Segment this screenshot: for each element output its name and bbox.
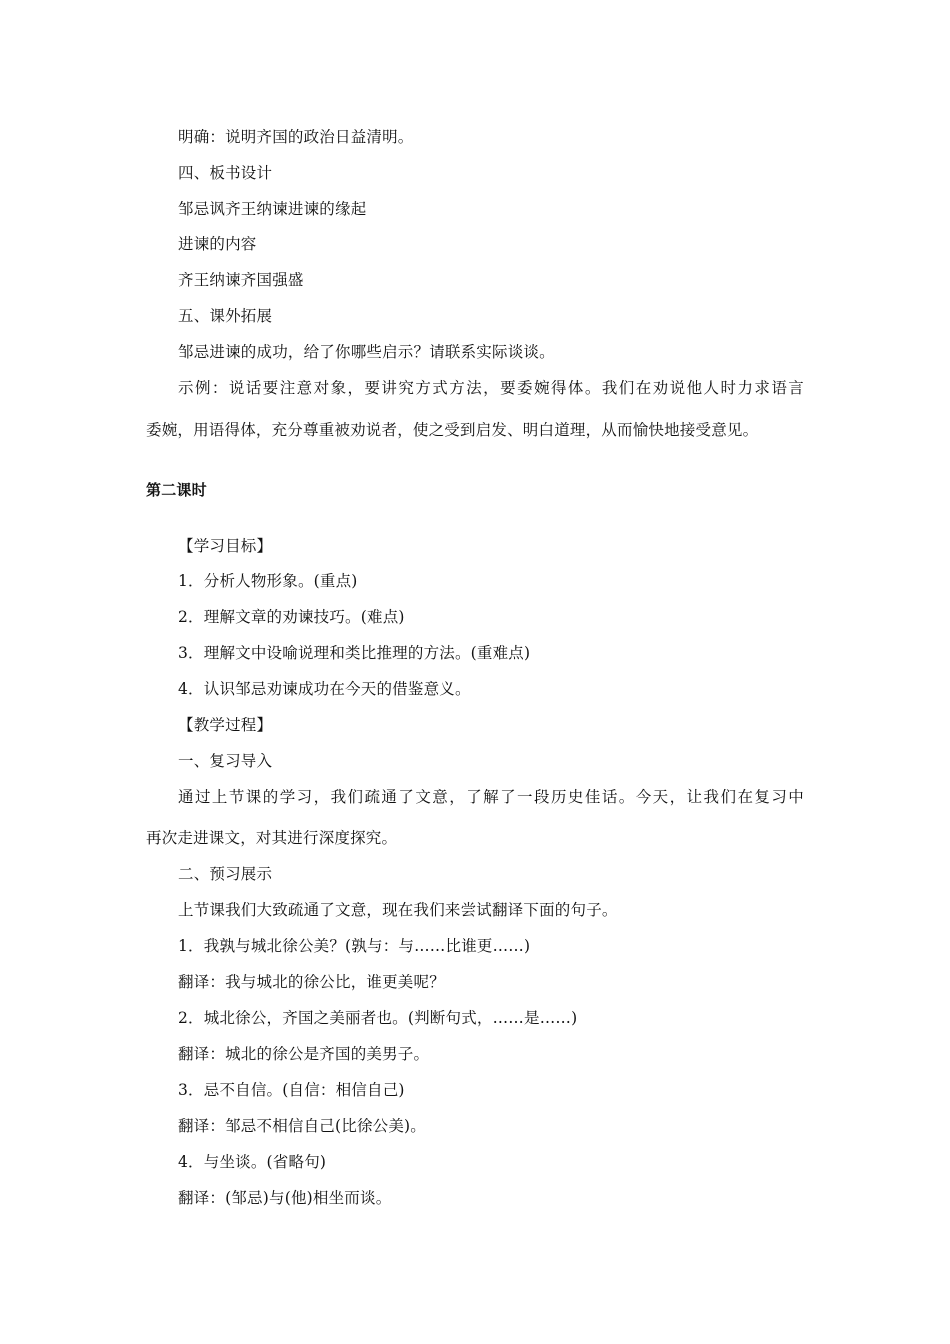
paragraph-line: 示例：说话要注意对象，要讲究方式方法，要委婉得体。我们在劝说他人时力求语言 [178, 379, 804, 397]
paragraph-line: 通过上节课的学习，我们疏通了文意，了解了一段历史佳话。今天，让我们在复习中 [178, 788, 804, 806]
section-heading: 五、课外拓展 [178, 307, 273, 325]
text-line: 进谏的内容 [178, 235, 257, 253]
translation-line: 翻译：邹忌不相信自己(比徐公美)。 [178, 1117, 426, 1135]
text-line: 邹忌进谏的成功，给了你哪些启示？请联系实际谈谈。 [178, 343, 555, 361]
text-line: 上节课我们大致疏通了文意，现在我们来尝试翻译下面的句子。 [178, 901, 618, 919]
list-item: 4．与坐谈。(省略句) [178, 1153, 327, 1171]
lesson-title: 第二课时 [146, 481, 207, 499]
list-item: 1．我孰与城北徐公美？(孰与：与……比谁更……) [178, 937, 531, 955]
translation-line: 翻译：城北的徐公是齐国的美男子。 [178, 1045, 430, 1063]
text-line: 明确：说明齐国的政治日益清明。 [178, 128, 414, 146]
section-heading: 【学习目标】 [178, 537, 273, 555]
text-line: 齐王纳谏齐国强盛 [178, 271, 304, 289]
section-heading: 二、预习展示 [178, 865, 273, 883]
paragraph-line: 再次走进课文，对其进行深度探究。 [146, 829, 398, 847]
list-item: 4．认识邹忌劝谏成功在今天的借鉴意义。 [178, 680, 471, 698]
section-heading: 【教学过程】 [178, 716, 273, 734]
list-item: 1．分析人物形象。(重点) [178, 572, 358, 590]
list-item: 2．城北徐公，齐国之美丽者也。(判断句式，……是……) [178, 1009, 578, 1027]
list-item: 2．理解文章的劝谏技巧。(难点) [178, 608, 405, 626]
paragraph-line: 委婉，用语得体，充分尊重被劝说者，使之受到启发、明白道理，从而愉快地接受意见。 [146, 421, 759, 439]
list-item: 3．忌不自信。(自信：相信自己) [178, 1081, 405, 1099]
list-item: 3．理解文中设喻说理和类比推理的方法。(重难点) [178, 644, 531, 662]
translation-line: 翻译：我与城北的徐公比，谁更美呢？ [178, 973, 445, 991]
section-heading: 四、板书设计 [178, 164, 273, 182]
section-heading: 一、复习导入 [178, 752, 273, 770]
text-line: 邹忌讽齐王纳谏进谏的缘起 [178, 200, 367, 218]
translation-line: 翻译：(邹忌)与(他)相坐而谈。 [178, 1189, 392, 1207]
